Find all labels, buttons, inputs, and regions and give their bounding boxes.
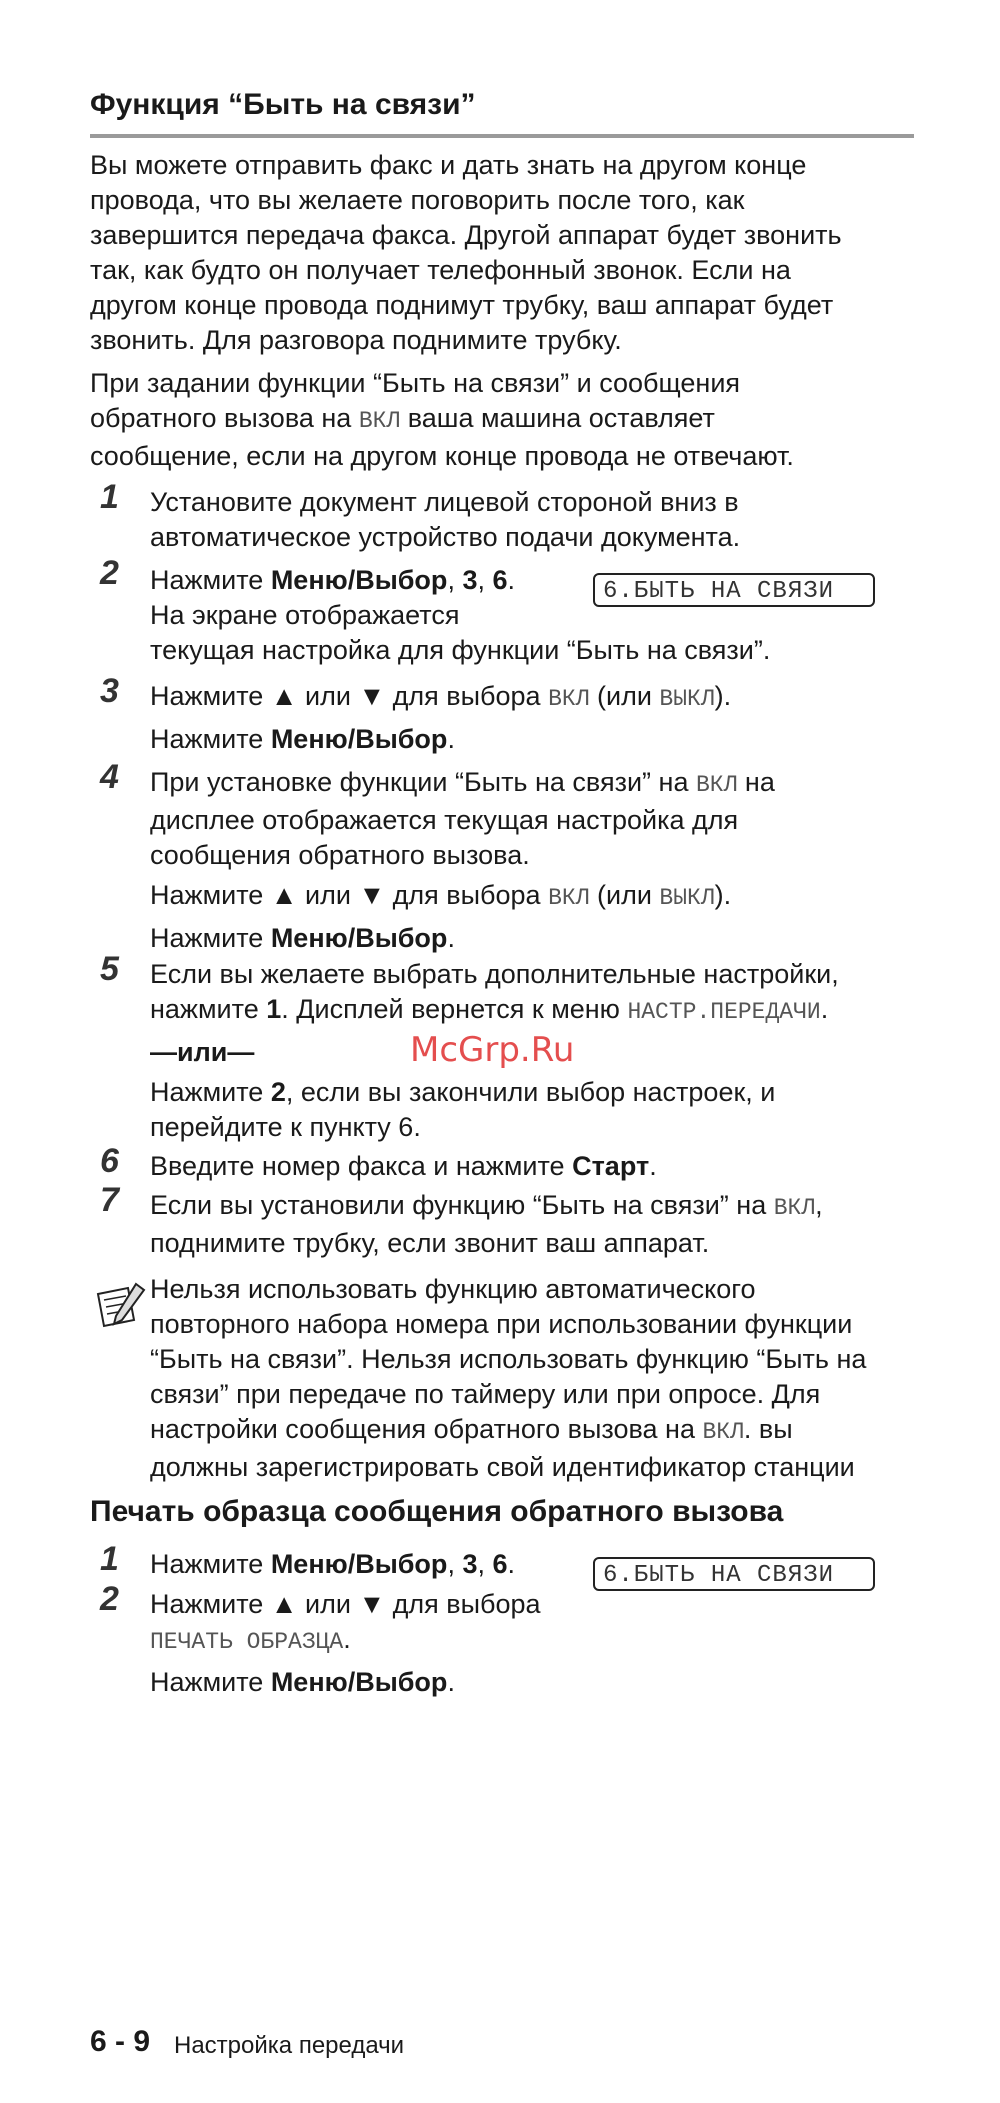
step-number-1: 1 [100,478,119,516]
step-1-text: Установите документ лицевой стороной вниз в автоматическое устройство подачи документа. [150,487,741,552]
step-7-text: Если вы установили функцию “Быть на связи” на ВКЛ, поднимите трубку, если звонит ваш аппарат. [150,1190,823,1258]
chapter-title: Настройка передачи [174,2032,405,2059]
s2-step-number-2: 2 [100,1580,119,1618]
intro-paragraph [90,148,930,358]
step-number-5: 5 [100,950,119,988]
pencil-note-icon [92,1280,148,1336]
intro-line: звонить. Для разговора поднимите трубку. [90,325,622,355]
step-4-text: При установке функции “Быть на связи” на ВКЛ на дисплее отображается текущая настройка для сообщения обратного вызова. Нажмите ▲ или ▼ для выбора ВКЛ (или ВЫКЛ). Нажмите Меню/Выбор. [150,767,775,953]
step-2-text: Нажмите Меню/Выбор, 3, 6. На экране отображается текущая настройка для функции “Быть на связи”. [150,565,771,665]
title-rule [90,134,914,138]
s2-step-2-text: Нажмите ▲ или ▼ для выбора ПЕЧАТЬ ОБРАЗЦА. Нажмите Меню/Выбор. [150,1589,541,1697]
step-5-text: Если вы желаете выбрать дополнительные настройки, нажмите 1. Дисплей вернется к меню НАСТР.ПЕРЕДАЧИ. —или— Нажмите 2, если вы закончили выбор настроек, и перейдите к пункту 6. [150,959,839,1142]
step-number-4: 4 [100,758,119,796]
page-number: 6 - 9 [90,2025,151,2058]
step-6-text: Введите номер факса и нажмите Старт. [150,1151,657,1181]
note-text: Нельзя использовать функцию автоматического повторного набора номера при использовании функции “Быть на связи”. Нельзя использовать функцию “Быть на связи” при передаче по таймеру или при опросе. Для настройки сообщения обратного вызова на ВКЛ. вы должны зарегистрировать свой идентификатор станции [150,1274,867,1482]
step-3-text: Нажмите ▲ или ▼ для выбора ВКЛ (или ВЫКЛ). Нажмите Меню/Выбор. [150,681,732,754]
intro-line: завершится передача факса. Другой аппарат будет звонить [90,220,842,250]
intro-line: Вы можете отправить факс и дать знать на другом конце [90,150,807,180]
s2-step-1-text: Нажмите Меню/Выбор, 3, 6. [150,1549,516,1579]
s2-step-number-1: 1 [100,1540,119,1578]
intro-line: так, как будто он получает телефонный звонок. Если на [90,255,791,285]
lcd-display: 6.БЫТЬ НА СВЯЗИ [593,573,875,607]
paragraph-line: обратного вызова на ВКЛ ваша машина оставляет [90,403,715,434]
lcd-display: 6.БЫТЬ НА СВЯЗИ [593,1557,875,1591]
watermark: McGrp.Ru [410,1030,575,1070]
paragraph-line: При задании функции “Быть на связи” и сообщения [90,368,741,398]
step-number-7: 7 [100,1181,119,1219]
step-number-6: 6 [100,1142,119,1180]
paragraph-line: сообщение, если на другом конце провода не отвечают. [90,441,794,471]
step-number-2: 2 [100,554,119,592]
section2-title: Печать образца сообщения обратного вызова [90,1495,784,1528]
section-title: Функция “Быть на связи” [90,88,476,121]
intro-line: провода, что вы желаете поговорить после того, как [90,185,745,215]
step-number-3: 3 [100,672,119,710]
intro-line: другом конце провода поднимут трубку, ваш аппарат будет [90,290,834,320]
callback-paragraph [90,366,930,474]
